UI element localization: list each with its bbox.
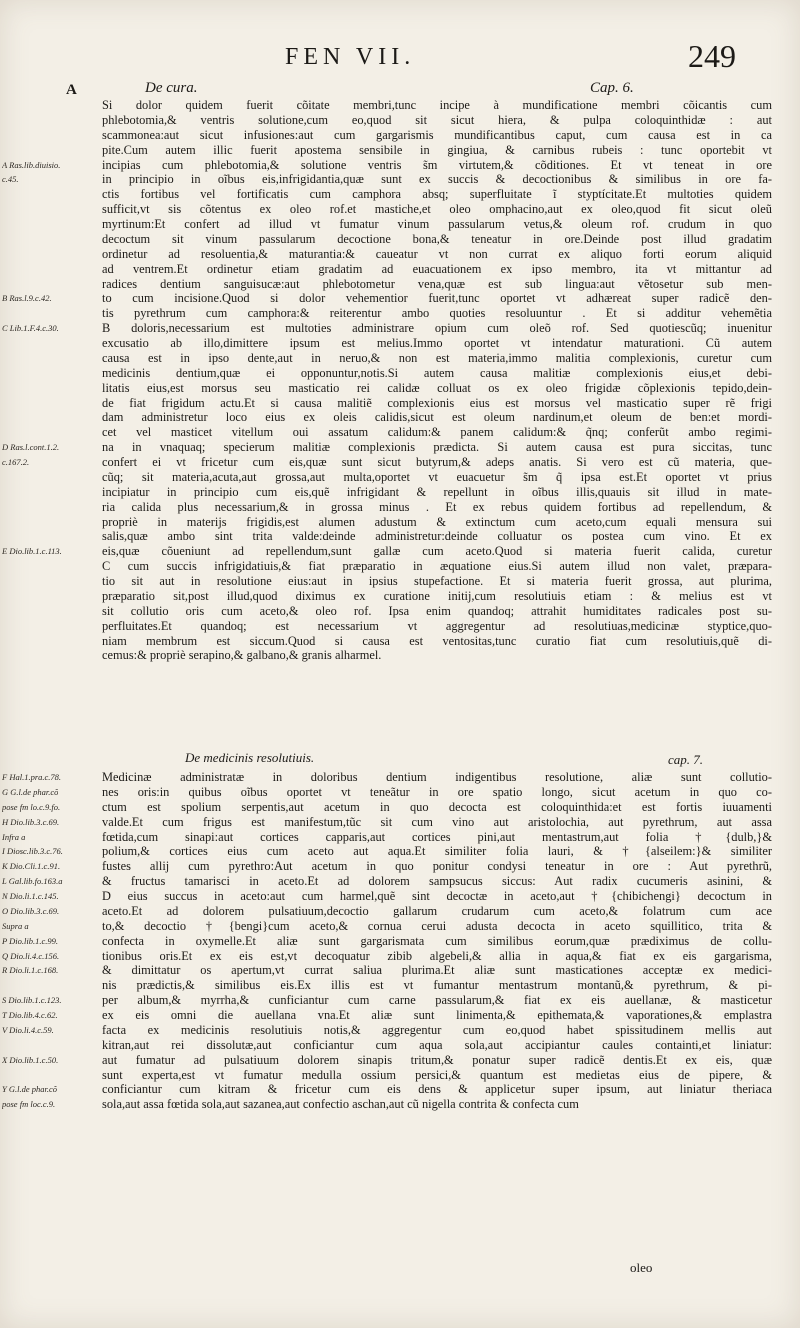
text-line: ctis fortibus vel fortificatis cum camphora absq; superfluitate ĩ styptícitate.Et multoties quidem: [102, 187, 772, 202]
text-line: medicinis dentium,quæ ei opponuntur,notis.Si autem causa malitiæ complexionis eius,et debi-: [102, 365, 772, 380]
chapter-7-text: [102, 770, 772, 1112]
margin-note: R Dio.li.1.c.168.: [2, 965, 59, 976]
text-line: tis pyrethrum cum camphora:& reiterentur ambo quoties resoluuntur . Et si additur vehemẽtia: [102, 306, 772, 321]
chapter-7-margin-notes: [2, 770, 70, 1190]
text-line: to cum incisione.Quod si dolor vehementior fuerit,tunc oportet vt adhæreat super radicẽ den-: [102, 291, 772, 306]
margin-note: O Dio.lib.3.c.69.: [2, 905, 60, 916]
text-line: eis,quæ cõueniunt ad repellendum,sunt gallæ cum aceto.Quod si materia fuerit calida, curetur: [102, 544, 772, 559]
running-title: FEN VII.: [285, 44, 416, 70]
text-line: cũq; sit materia,acuta,aut grossa,aut multa,oportet vt euacuetur s̃m q̃ ipsa est.Et oportet vt prius: [102, 469, 772, 484]
margin-note: Q Dio.li.4.c.156.: [2, 950, 60, 961]
text-line: radices dentium sanguisucæ:aut phlebotometur vena,quæ est sub lingua:aut vẽtosetur sub men-: [102, 276, 772, 291]
text-line: to,& decoctio †{bengi}cum aceto,& cornua cerui adusta decocta in aceto squillitico, trita &: [102, 918, 772, 933]
text-line: B doloris,necessarium est multoties administrare opium cum oleõ rof. Sed quotiescũq; inuenitur: [102, 321, 772, 336]
text-line: D eius succus in aceto:aut cum harmel,quẽ sint decoctæ in aceto,aut †{chibichengi} decoctum in: [102, 889, 772, 903]
margin-note: c.167.2.: [2, 457, 30, 468]
text-line: aut fumatur ad pulsatiuum dolorem sinapis tritum,& ponatur super radicẽ dentis.Et ex eis, quæ: [102, 1052, 772, 1067]
margin-note: N Dio.li.1.c.145.: [2, 891, 59, 902]
text-line: de fiat frigidum actu.Et si causa malitiẽ complexionis eius est morsus vel masticatio super rẽ frigi: [102, 395, 772, 410]
text-line: præparatio sit,post illud,quod diximus ex curatione initij,cum resolutiuis etiam : & melius est vt: [102, 588, 772, 603]
text-line: aceto.Et ad dolorem pulsatiuum,decoctio gallarum crudarum cum aceto,& folatrum cum ace: [102, 903, 772, 918]
margin-note: Y G.l.de phar.cõ: [2, 1084, 58, 1095]
text-line: conficiantur cum kitram & fricetur cum eis dens & applicetur super ipsum, aut liniatur theriaca: [102, 1082, 772, 1097]
text-line: propriè in materijs frigidis,est alumen adustum & extinctum cum aceto,cum equali mensura sui: [102, 514, 772, 529]
text-line: fustes allij cum pyrethro:Aut acetum in quo ponitur condysi teneatur in ore : Aut pyrethrũ,: [102, 859, 772, 874]
text-line: myrtinum:Et confert ad illud vt fumatur vinum passularum vetus,& oleum rof. crudum in quo: [102, 217, 772, 231]
text-line: valde.Et cum frigus est manifestum,tũc sit cum vino aut aristolochia, aut pyrethrum, aut assa: [102, 814, 772, 829]
text-line: nis prædictis,& similibus eis.Ex illis est vt fumantur mentastrum montanũ,& pyrethrum, & pi-: [102, 978, 772, 993]
text-line: niam membrum est siccum.Quod si causa est ventositas,tunc curatio fiat cum resolutiuis,quẽ di-: [102, 633, 772, 648]
text-line: causa est in ipso dente,aut in neruo,& non est materia,immo malitia complexionis, curetur cum: [102, 350, 772, 365]
text-line: & dimittatur os apertum,vt currat saliua plurima.Et aliæ sunt masticationes acceptæ ex medici-: [102, 963, 772, 978]
section-letter-a: A: [66, 82, 77, 98]
text-line: per album,& myrrha,& cunficiantur cum carne passularum,& fiat ex eis auellanæ, & masticetur: [102, 993, 772, 1008]
text-line: kitran,aut rei dissolutæ,aut conficiantur cum aqua sola,aut accipiantur caules containti,et liniatur:: [102, 1037, 772, 1052]
text-line: incipiatur in principio cum eis,quẽ infrigidant & repellunt in oĩbus illis,quauis sit illud in mate-: [102, 484, 772, 499]
text-line: fœtida,cum sinapi:aut cortices capparis,aut cortices pini,aut mentastrum,aut folia †{dulb,}&: [102, 829, 772, 844]
text-line: confecta in oxymelle.Et aliæ sunt gargarismata cum similibus eorum,quæ prædiximus de collu-: [102, 933, 772, 948]
margin-note: pose fm lo.c.9.fo.: [2, 801, 61, 812]
margin-note: S Dio.lib.1.c.123.: [2, 995, 62, 1006]
text-line: na in vnaquaq; specierum malitiæ complexionis prædicta. Si autem causa est pura siccitas, tunc: [102, 440, 772, 455]
text-line: cemus:& propriè serapino,& galbano,& granis alharmel.: [102, 648, 382, 663]
text-line: scammonea:aut sicut infusiones:aut cum gargarismis mundificantibus caput, cum causa est in ca: [102, 127, 772, 142]
margin-note: I Diosc.lib.3.c.76.: [2, 846, 63, 857]
text-line: Si dolor quidem fuerit cõitate membri,tunc incipe à mundificatione membri cõicantis cum: [102, 98, 772, 112]
text-line: incipias cum phlebotomia,& solutione ventris s̃m virtutem,& cõditiones. Et vt teneat in ore: [102, 157, 772, 172]
text-line: nes oris:in quibus oĩbus oportet vt teneãtur in ore spatio longo, sicut acetum in quo co-: [102, 784, 772, 799]
chapter-7-heading: De medicinis resolutiuis.: [185, 750, 315, 765]
text-line: facta ex medicinis resolutiuis notis,& aggregentur cum eo,quod habet spissitudinem mellis aut: [102, 1022, 772, 1037]
margin-note: V Dio.li.4.c.59.: [2, 1024, 54, 1035]
chapter-6-text: [102, 98, 772, 663]
chapter-6-margin-notes: [2, 98, 70, 658]
text-line: Medicinæ administratæ in doloribus dentium indigentibus resolutione, aliæ sunt collutio-: [102, 770, 772, 784]
text-line: salis,quæ ambo sint trita valde:deinde administretur:deinde colluatur os postea cum vino. Et ex: [102, 529, 772, 544]
text-line: excusatio ab illo,dimittere ipsum est melius.Immo oportet vt intendatur maturationi. Cũ autem: [102, 336, 772, 350]
margin-note: X Dio.lib.1.c.50.: [2, 1054, 59, 1065]
text-line: in principio in oĩbus eis,infrigidantia,quæ sunt ex succis & decoctionibus & similibus in ore fa-: [102, 172, 772, 187]
text-line: cet vel masticet vitellum oui assatum calidum:& panem calidum:& q̃nq; conferũt ambo regimi-: [102, 425, 772, 440]
margin-note: Infra a: [2, 831, 26, 842]
margin-note: E Dio.lib.1.c.113.: [2, 546, 62, 557]
text-line: decoctum sit vinum passularum decoctione bona,& teneatur in ore.Deinde post illud gradatim: [102, 231, 772, 246]
margin-note: G G.l.de phar.cõ: [2, 786, 59, 797]
text-line: phlebotomia,& ventris solutione,cum eo,quod sit sicut hiera, & pulpa coloquinthidæ : aut: [102, 112, 772, 127]
text-line: sola,aut assa fœtida sola,aut sazanea,aut confectio aschan,aut cũ nigella contrita & confecta cum: [102, 1097, 579, 1112]
text-line: litatis eius,est morsus seu masticatio rei calidæ colluat os ex oleo frigidæ cõplexionis tepido,dein-: [102, 380, 772, 395]
margin-note: D Ras.l.cont.1.2.: [2, 442, 60, 453]
margin-note: B Ras.l.9.c.42.: [2, 293, 52, 304]
margin-note: Supra a: [2, 920, 29, 931]
text-line: tionibus oris.Et ex eis est,vt decoquatur zibib algebeli,& allia in aqua,& fiat ex eis gargarisma,: [102, 948, 772, 963]
margin-note: pose fm loc.c.9.: [2, 1099, 56, 1110]
text-line: C cum succis infrigidatiuis,& fiat præparatio in æquatione eius.Si autem illud non valet, præpara-: [102, 559, 772, 574]
text-line: ex eis omni die auellana vna.Et aliæ sunt linimenta,& epithemata,& vaporationes,& emplastra: [102, 1008, 772, 1022]
text-line: ordinetur ad resoluentia,& maturantia:& caueatur vt non currat ex aliquo forti eorum aliquid: [102, 246, 772, 261]
text-line: & fructus tamarisci in aceto.Et ad dolorem sampsucus siccus: Aut radix cucumeris asinini, &: [102, 874, 772, 889]
margin-note: L Gal.lib.fo.163.a: [2, 876, 63, 887]
text-line: confert ei vt fricetur cum eis,quæ sunt sicut butyrum,& adeps anatis. Si vero est cũ materia, que-: [102, 455, 772, 469]
text-line: polium,& cortices eius cum aceto aut aqua.Et similiter folia lauri, & †{alseilem:}& similiter: [102, 844, 772, 859]
text-line: ria calida plus necessarium,& in grossa minus . Et ex rebus quidem fortibus ad repellendum, &: [102, 499, 772, 514]
text-line: tio sit aut in resolutione eius:aut in ipsius stupefactione. Et si materia fuerit grossa, aut plurima,: [102, 574, 772, 588]
text-line: perfluitates.Et quandoq; est necessarium vt aggregentur ad resolutiuas,medicinæ styptice,quo-: [102, 618, 772, 633]
margin-note: P Dio.lib.1.c.99.: [2, 935, 59, 946]
text-line: sunt experta,est vt fumatur medulla ossium persici,& quantum est medietas eius de pipere, &: [102, 1067, 772, 1082]
margin-note: F Hal.1.pra.c.78.: [2, 772, 62, 782]
text-line: sufficit,vt sis cõtentus ex oleo rof.et mastiche,et oleo omphacino,aut ex oleo,quod fit sicut oleũ: [102, 202, 772, 217]
chapter-6-cap-label: Cap. 6.: [590, 80, 634, 96]
margin-note: c.45.: [2, 174, 19, 185]
chapter-7-cap-label: cap. 7.: [668, 752, 704, 767]
text-line: ctum est spolium serpentis,aut acetum in quo decocta est coloquinthida:et est fortis iuuamenti: [102, 799, 772, 814]
margin-note: H Dio.lib.3.c.69.: [2, 816, 60, 827]
text-line: sit collutio oris cum aceto,& oleo rof. Ipsa enim quandoq; attrahit humiditates radicales post su-: [102, 603, 772, 618]
text-line: ad ventrem.Et ordinetur etiam gradatim ad euacuationem ex ipso membro, ita vt mittantur ad: [102, 261, 772, 276]
text-line: pite.Cum autem illic fuerit apostema sensibile in gingiua, & carnibus rubeis : tunc oportebit vt: [102, 142, 772, 157]
chapter-6-heading: De cura.: [145, 80, 198, 96]
margin-note: T Dio.lib.4.c.62.: [2, 1010, 58, 1021]
margin-note: K Dio.Cli.1.c.91.: [2, 861, 61, 872]
margin-note: C Lib.1.F.4.c.30.: [2, 323, 59, 334]
catchword: oleo: [630, 1260, 653, 1275]
margin-note: A Ras.lib.diuisio.: [2, 159, 61, 170]
page-number: 249: [688, 38, 736, 74]
running-head: [0, 38, 800, 78]
text-line: dam administretur loco eius ex oleis calidis,sicut est oleum nardinum,et oleum de ben:et mordi-: [102, 410, 772, 425]
